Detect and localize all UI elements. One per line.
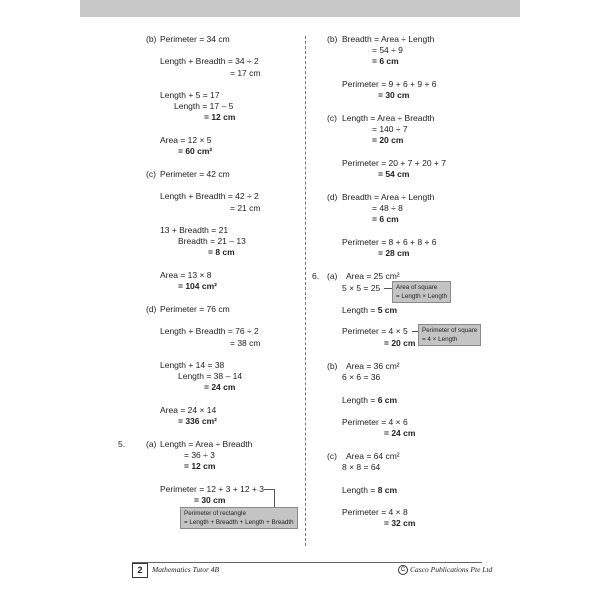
note-body: = Length + Breadth + Length + Breadth	[184, 519, 294, 526]
answer-line: Length + 5 = 17	[160, 90, 220, 100]
top-header-bar	[80, 0, 520, 17]
answer-line: = 17 cm	[230, 68, 261, 78]
answer-line: = 54 ÷ 9	[372, 45, 403, 55]
answer-result: = 20 cm	[384, 338, 416, 348]
answer-line: Length = 17 – 5	[174, 101, 234, 111]
answer-line: = 48 ÷ 8	[372, 203, 403, 213]
answer-result: = 20 cm	[372, 135, 404, 145]
answer-line: Length + Breadth = 76 ÷ 2	[160, 326, 259, 336]
question-number: 6.	[312, 271, 320, 281]
answer-result: 6 cm	[377, 395, 398, 405]
answer-line: Perimeter = 4 × 6	[342, 417, 408, 427]
answer-line: Length = 38 – 14	[178, 371, 243, 381]
answer-result: = 336 cm²	[178, 416, 217, 426]
answer-line: Breadth = 21 – 13	[178, 236, 246, 246]
answer-result: = 12 cm	[184, 461, 216, 471]
answer-line: Area = 64 cm²	[346, 451, 400, 461]
column-divider	[305, 36, 306, 546]
part-label: (c)	[327, 451, 337, 461]
part-label: (c)	[146, 169, 156, 179]
part-label: (a)	[146, 439, 157, 449]
copyright-icon: C	[398, 565, 408, 575]
answer-result: = 60 cm²	[178, 146, 213, 156]
answer-line: 13 + Breadth = 21	[160, 225, 229, 235]
answer-line	[342, 395, 397, 405]
answer-result: = 12 cm	[204, 112, 236, 122]
answer-line: Area = 25 cm²	[346, 271, 400, 281]
answer-line: = 36 ÷ 3	[184, 450, 215, 460]
footer-rule	[132, 562, 482, 563]
answer-line: Perimeter = 8 + 6 + 8 + 6	[342, 237, 437, 247]
answer-result: = 30 cm	[378, 90, 410, 100]
page-number: 2	[132, 563, 148, 578]
callout-note	[392, 281, 451, 303]
answer-result: = 104 cm²	[178, 281, 217, 291]
part-label: (b)	[327, 361, 338, 371]
answer-label: Length =	[342, 395, 378, 405]
answer-line: = 21 cm	[230, 203, 261, 213]
callout-arrow	[274, 489, 275, 507]
answer-line: 6 × 6 = 36	[342, 372, 381, 382]
answer-label: Length =	[342, 305, 378, 315]
answer-line: Perimeter = 4 × 5	[342, 326, 408, 336]
part-label: (d)	[327, 192, 338, 202]
part-label: (b)	[146, 34, 157, 44]
answer-result: 8 cm	[377, 485, 398, 495]
answer-line: Length + Breadth = 34 ÷ 2	[160, 56, 259, 66]
answer-line: Breadth = Area ÷ Length	[342, 34, 435, 44]
answer-line: = 140 ÷ 7	[372, 124, 408, 134]
answer-result: = 6 cm	[372, 214, 399, 224]
answer-line: Perimeter = 4 × 8	[342, 507, 408, 517]
answer-line	[342, 305, 397, 315]
answer-line: Area = 12 × 5	[160, 135, 212, 145]
answer-result: = 24 cm	[204, 382, 236, 392]
answer-line: Area = 13 × 8	[160, 270, 212, 280]
callout-note	[180, 507, 298, 529]
answer-line: Perimeter = 76 cm	[160, 304, 230, 314]
answer-line: Length = Area ÷ Breadth	[160, 439, 253, 449]
answer-result: = 32 cm	[384, 518, 416, 528]
callout-arrow	[264, 489, 274, 490]
note-body: = Length × Length	[396, 293, 448, 300]
answer-result: = 6 cm	[372, 56, 399, 66]
answer-result: 5 cm	[377, 305, 398, 315]
note-body: = 4 × Length	[422, 336, 458, 343]
answer-label: Length =	[342, 485, 378, 495]
answer-line: Perimeter = 42 cm	[160, 169, 230, 179]
answer-result: = 8 cm	[208, 247, 235, 257]
answer-line: Perimeter = 34 cm	[160, 34, 230, 44]
answer-line: Length + Breadth = 42 ÷ 2	[160, 191, 259, 201]
answer-result: = 30 cm	[194, 495, 226, 505]
answer-result: = 28 cm	[378, 248, 410, 258]
note-title: Perimeter of rectangle	[184, 510, 246, 517]
answer-line: Breadth = Area ÷ Length	[342, 192, 435, 202]
callout-note	[418, 324, 481, 346]
answer-line: Length = Area ÷ Breadth	[342, 113, 435, 123]
answer-line: Area = 24 × 14	[160, 405, 217, 415]
part-label: (d)	[146, 304, 157, 314]
publisher-name: Casco Publications Pte Ltd	[410, 565, 493, 574]
answer-line: Length + 14 = 38	[160, 360, 225, 370]
answer-line: Perimeter = 9 + 6 + 9 + 6	[342, 79, 437, 89]
part-label: (b)	[327, 34, 338, 44]
question-number: 5.	[118, 439, 126, 449]
callout-arrow	[384, 288, 392, 289]
answer-result: = 54 cm	[378, 169, 410, 179]
book-title: Mathematics Tutor 4B	[152, 565, 220, 574]
part-label: (c)	[327, 113, 337, 123]
answer-line: 8 × 8 = 64	[342, 462, 381, 472]
answer-result: = 24 cm	[384, 428, 416, 438]
answer-line: Area = 36 cm²	[346, 361, 400, 371]
part-label: (a)	[327, 271, 338, 281]
answer-line: = 38 cm	[230, 338, 261, 348]
answer-line	[342, 485, 397, 495]
answer-line: Perimeter = 20 + 7 + 20 + 7	[342, 158, 446, 168]
answer-line: 5 × 5 = 25	[342, 283, 381, 293]
note-title: Area of square	[396, 284, 438, 291]
answer-line: Perimeter = 12 + 3 + 12 + 3	[160, 484, 264, 494]
note-title: Perimeter of square	[422, 327, 478, 334]
